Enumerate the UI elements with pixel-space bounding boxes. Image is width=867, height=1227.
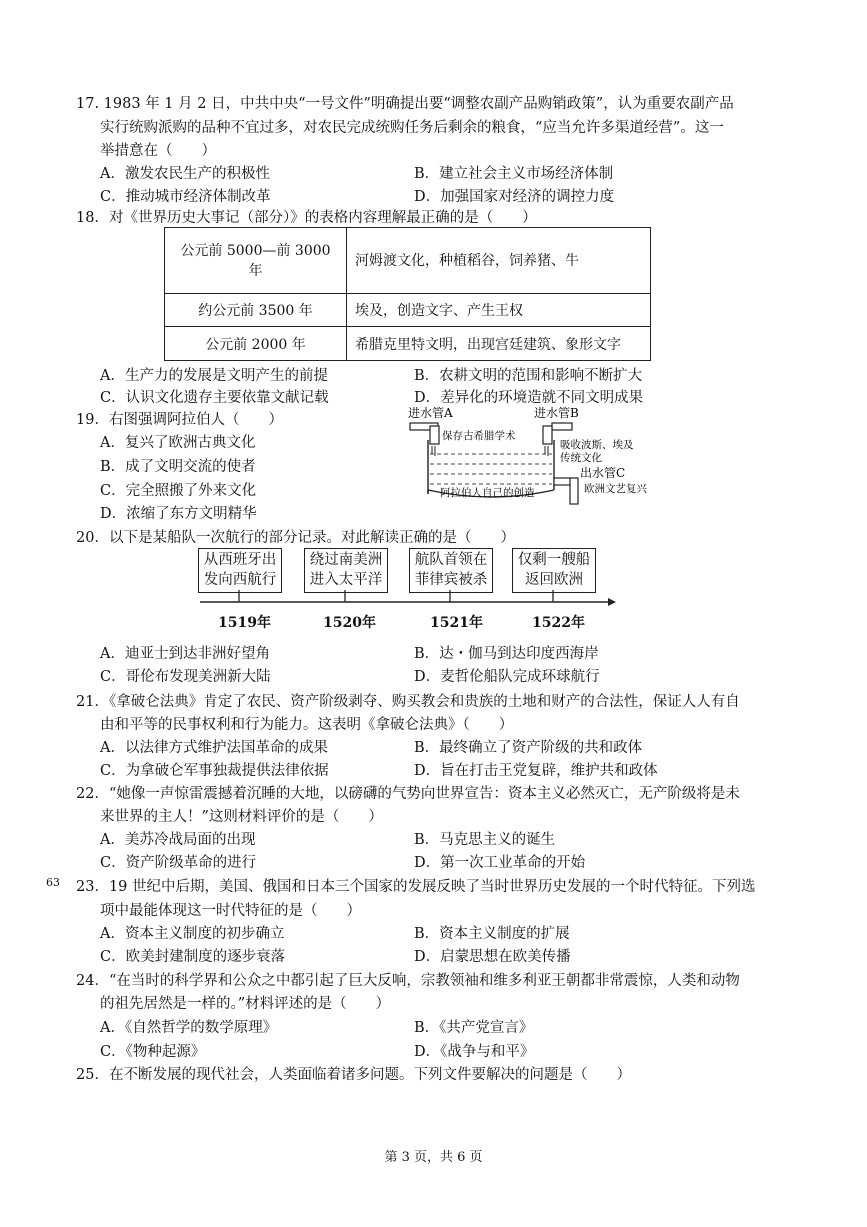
q18-option-d: D．差异化的环境造就不同文明成果: [414, 390, 644, 406]
timeline-year-1521: 1521年: [430, 615, 483, 631]
page-footer: 第 3 页，共 6 页: [384, 1150, 483, 1165]
timeline-event-box-3: [409, 548, 493, 593]
pipe-a-label: 进水管A: [408, 406, 453, 420]
table-cell-date: 公元前 2000 年: [165, 327, 347, 361]
pipe-b-label: 进水管B: [534, 406, 579, 420]
q18-option-a: A．生产力的发展是文明产生的前提: [100, 368, 328, 384]
q22-option-b: B．马克思主义的诞生: [414, 832, 556, 848]
q19-stem: 19．右图强调阿拉伯人（ ）: [76, 412, 283, 428]
q18-stem: 18．对《世界历史大事记（部分）》的表格内容理解最正确的是（ ）: [76, 210, 537, 226]
q19-option-c: C．完全照搬了外来文化: [100, 483, 257, 499]
q22-option-c: C．资产阶级革命的进行: [100, 855, 257, 871]
event-text-line2: 菲律宾被杀: [414, 572, 488, 588]
history-events-table: [164, 227, 651, 361]
pipe-c-content: 欧洲文艺复兴: [584, 483, 647, 495]
q17-option-d: D．加强国家对经济的调控力度: [414, 189, 615, 205]
tank-content: 阿拉伯人自己的创造: [440, 487, 535, 499]
q21-option-d: D．旨在打击王党复辟，维护共和政体: [414, 763, 658, 779]
q24-option-b: B．《共产党宣言》: [414, 1020, 534, 1036]
q23-stem-line2: 项中最能体现这一时代特征的是（ ）: [100, 903, 361, 919]
q22-option-a: A．美苏冷战局面的出现: [100, 832, 256, 848]
timeline-event-box-4: [512, 548, 596, 593]
outlet-pipe-c: [554, 478, 578, 504]
q17-option-a: A．激发农民生产的积极性: [100, 166, 270, 182]
event-text-line2: 进入太平洋: [309, 572, 383, 588]
table-row: [165, 228, 651, 294]
timeline-year-1519: 1519年: [218, 615, 271, 631]
q24-option-d: D．《战争与和平》: [414, 1044, 535, 1060]
q17-option-c: C．推动城市经济体制改革: [100, 189, 271, 205]
table-row: [165, 293, 651, 327]
q17-option-b: B．建立社会主义市场经济体制: [414, 166, 614, 182]
q17-stem-line1: 17. 1983 年 1 月 2 日，中共中央“一号文件”明确提出要“调整农副产品购销政策”，认为重要农副产品: [76, 96, 734, 112]
inlet-pipe-a: [410, 423, 439, 456]
q17-stem-line2: 实行统购派购的品种不宜过多，对农民完成统购任务后剩余的粮食，“应当允许多渠道经营”。这一: [100, 120, 724, 136]
q23-stem-line1: 23．19 世纪中后期，美国、俄国和日本三个国家的发展反映了当时世界历史发展的一个时代特征。下列选: [76, 879, 756, 895]
timeline-event-box-1: [198, 548, 282, 593]
q25-stem: 25．在不断发展的现代社会，人类面临着诸多问题。下列文件要解决的问题是（ ）: [76, 1067, 631, 1083]
q20-option-b: B．达・伽马到达印度西海岸: [414, 646, 599, 662]
timeline-year-1522: 1522年: [532, 615, 585, 631]
q19-option-d: D．浓缩了东方文明精华: [100, 506, 257, 522]
pipe-c-label: 出水管C: [580, 466, 626, 480]
event-text-line1: 仅剩一艘船: [517, 552, 591, 568]
table-cell-event: 埃及，创造文字、产生王权: [347, 293, 651, 327]
q17-stem-line3: 举措意在（ ）: [100, 143, 216, 159]
event-text-line2: 返回欧洲: [525, 572, 583, 588]
q21-option-c: C．为拿破仑军事独裁提供法律依据: [100, 763, 329, 779]
q23-option-b: B．资本主义制度的扩展: [414, 926, 570, 942]
table-row: [165, 327, 651, 361]
table-cell-event: 河姆渡文化，种植稻谷，饲养猪、牛: [347, 228, 651, 294]
q20-option-c: C．哥伦布发现美洲新大陆: [100, 669, 271, 685]
q23-option-a: A．资本主义制度的初步确立: [100, 926, 285, 942]
pipe-a-content: 保存古希腊学术: [442, 430, 516, 442]
q24-option-a: A．《自然哲学的数学原理》: [100, 1020, 278, 1036]
timeline-axis: [196, 590, 620, 614]
q21-option-b: B．最终确立了资产阶级的共和政体: [414, 740, 643, 756]
q19-option-a: A．复兴了欧洲古典文化: [100, 435, 256, 451]
timeline-event-box-2: [304, 548, 388, 593]
q21-stem-line2: 由和平等的民事权利和行为能力。这表明《拿破仑法典》（ ）: [100, 717, 514, 733]
event-text-line1: 绕过南美洲: [309, 552, 383, 568]
q23-option-c: C．欧美封建制度的逐步衰落: [100, 949, 286, 965]
q24-stem-line1: 24．“在当时的科学界和公众之中都引起了巨大反响，宗教领袖和维多利亚王朝都非常震惊，人类和动物: [76, 973, 740, 989]
table-cell-event: 希腊克里特文明，出现宫廷建筑、象形文字: [347, 327, 651, 361]
pipe-b-content-line1: 吸收波斯、埃及: [560, 439, 634, 451]
q19-option-b: B．成了文明交流的使者: [100, 459, 256, 475]
table-cell-date: 约公元前 3500 年: [165, 293, 347, 327]
q18-option-c: C．认识文化遗存主要依靠文献记载: [100, 390, 329, 406]
q20-stem: 20．以下是某船队一次航行的部分记录。对此解读正确的是（ ）: [76, 530, 515, 546]
q21-stem-line1: 21．《拿破仑法典》肯定了农民、资产阶级剥夺、购买教会和贵族的土地和财产的合法性，保证人人有自: [76, 694, 740, 710]
q22-stem-line1: 22．“她像一声惊雷震撼着沉睡的大地，以磅礴的气势向世界宣告：资本主义必然灭亡，无产阶级将是未: [76, 786, 740, 802]
q20-option-d: D．麦哲伦船队完成环球航行: [414, 669, 600, 685]
q22-option-d: D．第一次工业革命的开始: [414, 855, 586, 871]
event-text-line2: 发向西航行: [203, 572, 277, 588]
q21-option-a: A．以法律方式维护法国革命的成果: [100, 740, 328, 756]
water-tank-diagram: [404, 404, 674, 512]
q18-option-b: B．农耕文明的范围和影响不断扩大: [414, 368, 643, 384]
q23-option-d: D．启蒙思想在欧美传播: [414, 949, 571, 965]
pipe-b-content-line2: 传统文化: [560, 452, 602, 464]
event-text-line1: 从西班牙出: [203, 552, 277, 568]
q22-stem-line2: 来世界的主人！”这则材料评价的是（ ）: [100, 809, 383, 825]
table-cell-date: 公元前 5000—前 3000 年: [165, 228, 347, 294]
margin-mark: 63: [46, 876, 60, 889]
event-text-line1: 航队首领在: [414, 552, 488, 568]
q20-option-a: A．迪亚士到达非洲好望角: [100, 646, 270, 662]
q24-stem-line2: 的祖先居然是一样的。”材料评述的是（ ）: [100, 996, 391, 1012]
timeline-year-1520: 1520年: [323, 615, 376, 631]
q24-option-c: C．《物种起源》: [100, 1044, 206, 1060]
